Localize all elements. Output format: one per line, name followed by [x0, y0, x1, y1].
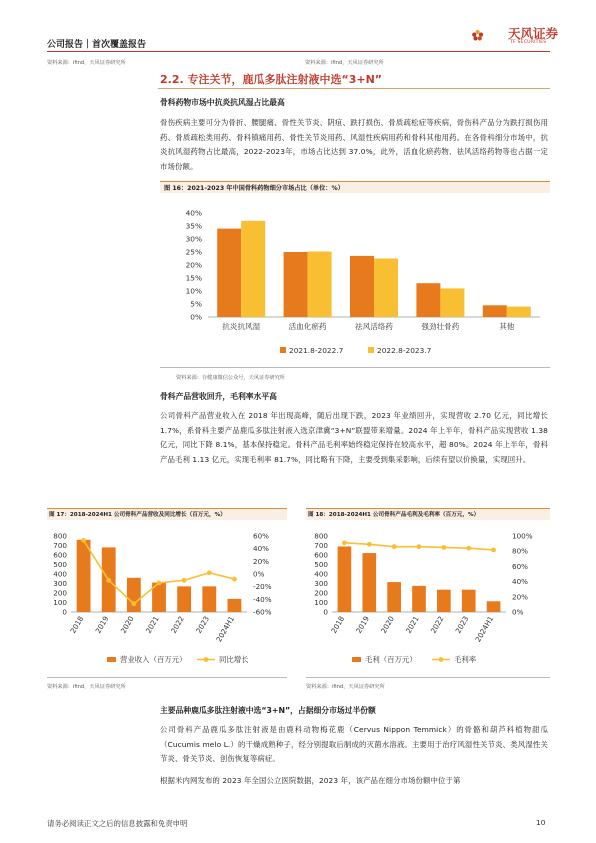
x-tick-label: 2021: [403, 614, 421, 635]
x-tick-label: 2020: [118, 614, 136, 635]
chart-18: [306, 524, 550, 674]
y-tick-label: 200: [53, 588, 67, 598]
bar-1: [350, 256, 374, 317]
figure-17-title: 图 17：2018-2024H1 公司骨科产品营收及同比增长（百万元，%）: [49, 512, 226, 518]
y-tick-label: 0: [62, 607, 67, 617]
figure-18-source: 资料来源：ifind，天风证券研究所: [306, 684, 385, 690]
legend-swatch: [368, 347, 374, 353]
legend-swatch: [352, 657, 361, 662]
y-tick-label: 40%: [185, 208, 202, 218]
y-tick-label: 35%: [185, 221, 202, 231]
x-tick-label: 2023: [453, 614, 471, 635]
line-point: [232, 577, 237, 582]
y2-tick-label: 40%: [253, 544, 269, 554]
y-tick-label: 300: [53, 579, 67, 588]
paragraph-3: 公司骨科产品鹿瓜多肽注射液是由鹿科动物梅花鹿（Cervus Nippon Temmick）的骨骼和葫芦科植物甜瓜（Cucumis melo L.）的干燥成熟种子，经分别提取后制成的灭菌水溶液。主要用于治疗风湿性关节炎、类风湿性关节炎、骨关节炎、创伤恢复等病症。: [160, 725, 548, 764]
top-source-right: 资料来源：ifind，天风证券研究所: [305, 60, 384, 66]
footer-disclaimer: 请务必阅读正文之后的信息披露和免责申明: [47, 819, 188, 828]
y2-tick-label: 20%: [253, 556, 269, 566]
x-tick-label: 2024H1: [214, 614, 237, 644]
y-tick-label: 700: [53, 541, 67, 550]
x-tick-label: 2020: [378, 614, 396, 635]
y2-tick-label: -20%: [253, 582, 272, 592]
bar: [412, 586, 426, 612]
y2-tick-label: -40%: [253, 594, 272, 604]
bar-1: [483, 305, 507, 317]
bar: [437, 590, 451, 612]
line-point: [392, 544, 397, 549]
y2-tick-label: 0%: [512, 607, 524, 617]
bar: [127, 578, 141, 612]
legend-swatch: [280, 347, 286, 353]
bar-2: [507, 307, 531, 317]
bar: [462, 590, 476, 612]
bar-2: [241, 221, 265, 317]
line-point: [441, 545, 446, 550]
legend-marker: [204, 657, 209, 662]
figure-16-bottom-line: [160, 367, 550, 368]
bar: [77, 540, 91, 612]
chart-17: [47, 524, 287, 674]
paragraph-2: 公司骨科产品营业收入在 2018 年出现高峰，随后出现下跌，2023 年业绩回升，实现营收 2.70 亿元，同比增长 1.7%，系骨科主要产品鹿瓜多肽注射液入选京津冀“3+N”联盟带来增量。2024 年上半年，骨科产品实现营收 1.38 亿元，同比下降 8.1%，基本保持稳定。骨科产品毛利率始终稳定保持在较高水平，超 80%。2024 年上半年，骨科产品毛利 1.13 亿元，实现毛利率 81.7%，同比略有下降，主要受到集采影响，后续有望以价换量，实现回升。: [160, 411, 548, 464]
top-source-left: 资料来源：ifind，天风证券研究所: [47, 60, 126, 66]
bar-2: [374, 259, 398, 318]
line-point: [81, 538, 86, 543]
bar: [202, 586, 216, 612]
y-tick-label: 200: [314, 588, 328, 598]
y-tick-label: 100: [314, 598, 328, 607]
subheading-2: 骨科产品营收回升，毛利率水平高: [160, 392, 277, 401]
chart-16: [160, 195, 550, 363]
page-number: 10: [536, 818, 546, 827]
figure-16-title: 图 16：2021-2023 年中国骨科药物细分市场占比（单位：%）: [164, 185, 344, 192]
line-point: [207, 570, 212, 575]
y-tick-label: 800: [53, 531, 67, 541]
y-tick-label: 25%: [185, 247, 202, 257]
bar-2: [440, 288, 464, 317]
x-tick-label: 2022: [168, 614, 186, 635]
x-tick-label: 2018: [68, 614, 86, 635]
legend-label: 毛利（百万元）: [365, 655, 417, 664]
legend-label: 2022.8-2023.7: [377, 346, 432, 355]
line-point: [417, 544, 422, 549]
x-tick-label: 2019: [93, 614, 111, 635]
line-point: [157, 580, 162, 585]
bar-1: [284, 252, 308, 317]
section-title: 2.2. 专注关节，鹿瓜多肽注射液中选“3+N”: [160, 73, 383, 86]
y2-tick-label: 20%: [512, 592, 528, 602]
y-tick-label: 800: [314, 531, 328, 541]
y2-tick-label: 100%: [512, 531, 533, 541]
bar: [177, 586, 191, 612]
y-tick-label: 100: [53, 598, 67, 607]
bar-1: [416, 283, 440, 317]
bar: [228, 599, 242, 612]
figure-18-title: 图 18：2018-2024H1 公司骨科产品毛利及毛利率（百万元，%）: [308, 512, 480, 518]
x-tick-label: 抗炎抗风湿: [222, 322, 261, 331]
header-divider: [47, 51, 550, 52]
y2-tick-label: 0%: [253, 569, 265, 579]
y-tick-label: 500: [53, 560, 67, 569]
bar: [487, 601, 501, 612]
y2-tick-label: 80%: [512, 546, 528, 556]
legend-label: 毛利率: [454, 655, 477, 664]
y-tick-label: 20%: [185, 260, 202, 270]
line-point: [342, 540, 347, 545]
y-tick-label: 600: [53, 550, 67, 560]
y-tick-label: 0%: [190, 312, 202, 322]
x-tick-label: 2023: [194, 614, 212, 635]
y2-tick-label: 60%: [512, 561, 528, 571]
report-type-title: 公司报告｜首次覆盖报告: [47, 40, 147, 50]
x-tick-label: 其他: [499, 322, 515, 331]
x-tick-label: 2021: [143, 614, 161, 635]
logo-en: TF SECURITIES: [510, 40, 547, 45]
legend-label: 营业收入（百万元）: [120, 655, 187, 664]
section-divider: [158, 88, 550, 89]
x-tick-label: 强劲壮骨药: [421, 322, 460, 331]
bar-1: [217, 229, 241, 317]
y-tick-label: 30%: [185, 234, 202, 244]
x-tick-label: 活血化瘀药: [288, 322, 327, 331]
bar: [362, 553, 376, 612]
figure-17-bottom-line: [47, 677, 287, 678]
y2-tick-label: 40%: [512, 577, 528, 587]
legend-swatch: [107, 657, 116, 662]
flower-logo-icon: [472, 30, 483, 41]
y-tick-label: 300: [314, 579, 328, 588]
y-tick-label: 600: [314, 550, 328, 560]
y-tick-label: 0: [323, 607, 328, 617]
paragraph-1: 骨伤疾病主要可分为骨折、腰腿痛、骨性关节炎、阴疽、跌打损伤、骨质疏松症等疾病，骨伤科产品分为跌打损伤用药、骨质疏松类用药、骨科镇痛用药、骨性关节炎用药、风湿性疾病用药和骨科其他用药。在各骨科细分市场中，抗炎抗风湿药物占比最高，2022-2023年，市场占比达到 37.0%，此外，活血化瘀药物、祛风活络药物等也占据一定市场份额。: [160, 118, 548, 171]
y-tick-label: 10%: [185, 286, 202, 296]
y2-tick-label: 60%: [253, 531, 269, 541]
line-point: [367, 542, 372, 547]
line-point: [491, 548, 496, 553]
figure-16-source: 资料来源：存健康微信公众号，天风证券研究所: [176, 375, 285, 381]
line-point: [466, 546, 471, 551]
x-tick-label: 2022: [428, 614, 446, 635]
subheading-1: 骨科药物市场中抗炎抗风湿占比最高: [160, 98, 285, 107]
x-tick-label: 祛风活络药: [355, 322, 393, 331]
y2-tick-label: -60%: [253, 607, 272, 617]
y-tick-label: 5%: [190, 299, 202, 309]
bar: [387, 582, 401, 612]
paragraph-4: 根据米内网发布的 2023 年全国公立医院数据，2023 年，该产品在细分市场份额中位于第: [160, 776, 461, 785]
y-tick-label: 700: [314, 541, 328, 550]
legend-label: 同比增长: [219, 655, 249, 664]
x-tick-label: 2019: [354, 614, 372, 635]
bar-2: [308, 251, 332, 317]
y-tick-label: 400: [53, 569, 67, 579]
line-point: [131, 601, 136, 606]
company-logo: [470, 20, 506, 50]
figure-17-source: 资料来源：ifind，天风证券研究所: [47, 684, 126, 690]
y-tick-label: 500: [314, 560, 328, 569]
x-tick-label: 2018: [329, 614, 347, 635]
legend-label: 2021.8-2022.7: [289, 346, 344, 355]
y-tick-label: 400: [314, 569, 328, 579]
figure-18-bottom-line: [306, 677, 550, 678]
x-tick-label: 2024H1: [473, 614, 496, 644]
line-point: [182, 578, 187, 583]
bar: [338, 546, 352, 612]
line-point: [106, 578, 111, 583]
legend-marker: [439, 657, 444, 662]
subheading-3: 主要品种鹿瓜多肽注射液中选“3+N”，占据细分市场过半份额: [160, 706, 376, 715]
logo-name: 天风证券: [508, 26, 559, 41]
y-tick-label: 15%: [185, 273, 202, 283]
